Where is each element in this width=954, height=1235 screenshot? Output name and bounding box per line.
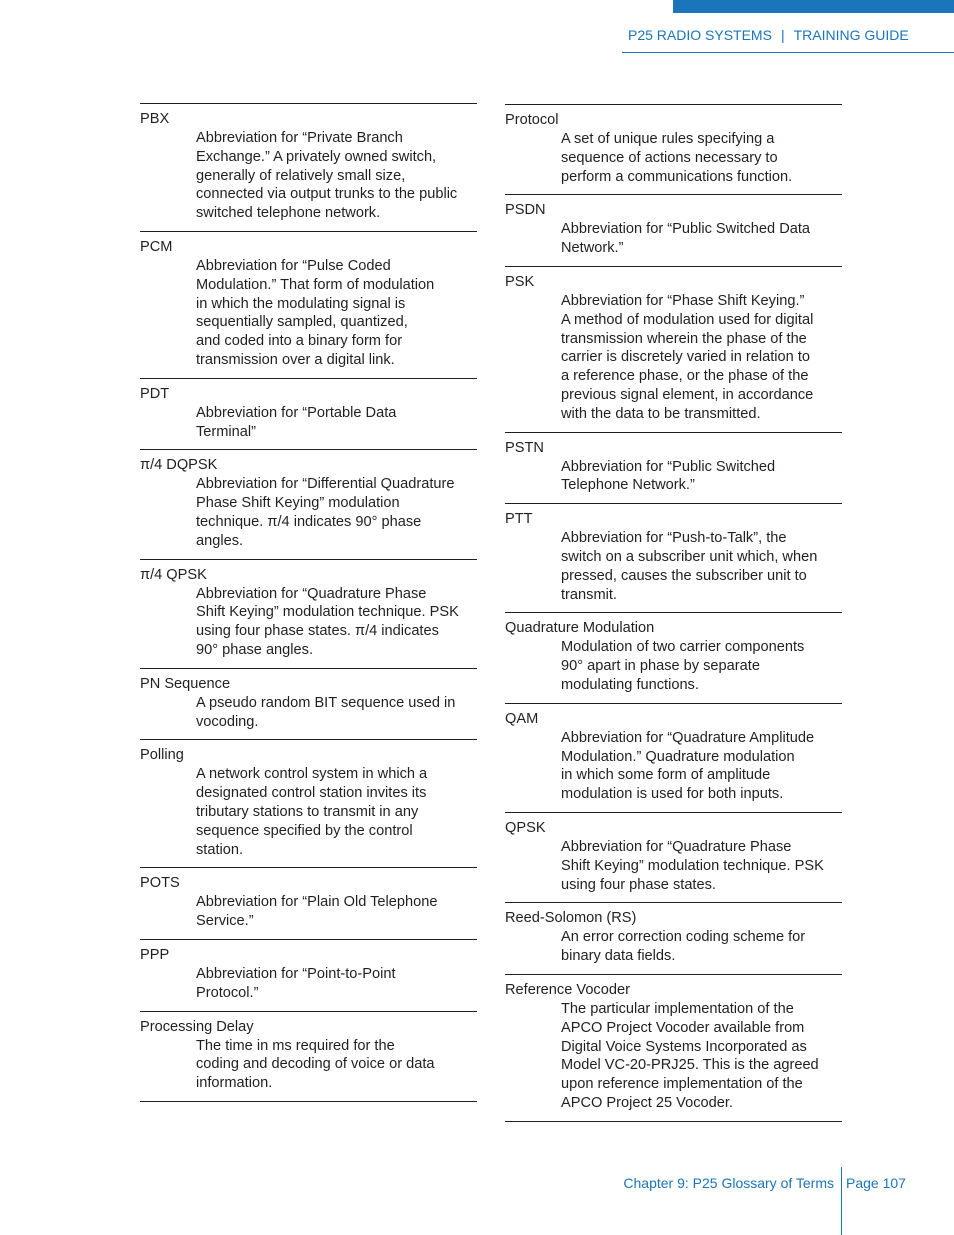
glossary-entry bbox=[505, 902, 842, 974]
glossary-term: POTS bbox=[140, 875, 180, 892]
glossary-definition: Abbreviation for “Plain Old Telephone Service.” bbox=[196, 894, 438, 930]
glossary-entry bbox=[140, 939, 477, 1011]
glossary-term: PBX bbox=[140, 111, 170, 127]
glossary-definition: Abbreviation for “Public Switched Telephone Network.” bbox=[561, 458, 776, 494]
glossary-term: PDT bbox=[140, 385, 170, 402]
glossary-entry bbox=[505, 194, 842, 266]
header-subtitle: TRAINING GUIDE bbox=[793, 27, 909, 43]
glossary-definition: Abbreviation for “Point-to-Point Protocol.” bbox=[196, 965, 396, 1001]
glossary-definition: Abbreviation for “Pulse Coded Modulation.” That form of modulation in which the modulating signal is sequentially sampled, quantized, and coded into a binary form for transmission over a digital link. bbox=[196, 257, 435, 368]
glossary-entry bbox=[505, 503, 842, 612]
glossary-term: Reed-Solomon (RS) bbox=[505, 910, 637, 927]
glossary-term: π/4 DQPSK bbox=[140, 457, 218, 474]
glossary-term: Polling bbox=[140, 747, 184, 764]
page-number: Page 107 bbox=[846, 1175, 906, 1191]
footer-divider bbox=[841, 1167, 842, 1235]
glossary-definition: Abbreviation for “Quadrature Phase Shift Keying” modulation technique. PSK using four phase states. bbox=[561, 838, 824, 893]
glossary-term: Reference Vocoder bbox=[505, 981, 630, 998]
glossary-definition: A pseudo random BIT sequence used in vocoding. bbox=[196, 694, 456, 730]
glossary-column-right bbox=[505, 104, 842, 1122]
glossary-definition: Abbreviation for “Private Branch Exchange.” A privately owned switch, generally of relatively small size, connected via output trunks to the public switched telephone network. bbox=[196, 130, 458, 222]
glossary-definition: Abbreviation for “Portable Data Terminal” bbox=[196, 404, 397, 440]
header-title: P25 RADIO SYSTEMS bbox=[628, 27, 772, 43]
glossary-entry bbox=[505, 104, 842, 194]
glossary-entry bbox=[140, 449, 477, 558]
glossary-term: PN Sequence bbox=[140, 675, 231, 692]
glossary-entry bbox=[140, 1011, 477, 1102]
glossary-definition: A network control system in which a designated control station invites its tributary stations to transmit in any sequence specified by the control station. bbox=[196, 766, 428, 858]
glossary-entry bbox=[140, 559, 477, 668]
glossary-term: Processing Delay bbox=[140, 1018, 254, 1035]
running-header bbox=[622, 27, 954, 53]
glossary-definition: The particular implementation of the APCO Project Vocoder available from Digital Voice Systems Incorporated as Model VC-20-PRJ25. This is the agreed upon reference implementation of the APCO Project 25 Vocoder. bbox=[561, 1000, 819, 1111]
glossary-definition: Abbreviation for “Quadrature Phase Shift Keying” modulation technique. PSK using four phase states. π/4 indicates 90° phase angles. bbox=[196, 585, 459, 658]
glossary-term: PSDN bbox=[505, 202, 546, 219]
glossary-entry bbox=[140, 231, 477, 378]
glossary-definition: Abbreviation for “Phase Shift Keying.” A method of modulation used for digital transmission wherein the phase of the carrier is discretely varied in relation to a reference phase, or the phase of the previous signal element, in accordance with the data to be transmitted. bbox=[561, 292, 814, 422]
glossary-term: QPSK bbox=[505, 819, 546, 836]
header-accent-bar bbox=[673, 0, 954, 13]
glossary-definition: Abbreviation for “Quadrature Amplitude Modulation.” Quadrature modulation in which some form of amplitude modulation is used for both inputs. bbox=[561, 729, 815, 803]
glossary-entry bbox=[505, 703, 842, 812]
glossary-term: Quadrature Modulation bbox=[505, 620, 655, 637]
glossary-entry bbox=[505, 812, 842, 902]
glossary-definition: A set of unique rules specifying a sequence of actions necessary to perform a communications function. bbox=[561, 131, 793, 185]
glossary-entry bbox=[140, 867, 477, 939]
glossary-term: PPP bbox=[140, 946, 170, 963]
glossary-entry bbox=[140, 668, 477, 740]
glossary-entry bbox=[505, 266, 842, 432]
glossary-term: PCM bbox=[140, 238, 173, 255]
glossary-term: PSTN bbox=[505, 439, 544, 456]
header-separator: | bbox=[780, 27, 785, 43]
glossary-term: PTT bbox=[505, 511, 533, 528]
glossary-definition: Abbreviation for “Public Switched Data Network.” bbox=[561, 221, 811, 257]
glossary-term: π/4 QPSK bbox=[140, 566, 207, 583]
glossary-term: Protocol bbox=[505, 112, 559, 128]
glossary-entry bbox=[505, 612, 842, 702]
glossary-column-left bbox=[140, 103, 477, 1102]
glossary-entry bbox=[140, 378, 477, 450]
glossary-term: PSK bbox=[505, 273, 535, 290]
glossary-definition: An error correction coding scheme for binary data fields. bbox=[561, 929, 806, 965]
glossary-entry bbox=[505, 432, 842, 504]
glossary-definition: The time in ms required for the coding and decoding of voice or data information. bbox=[196, 1037, 435, 1092]
glossary-entry bbox=[505, 974, 842, 1122]
glossary-definition: Abbreviation for “Differential Quadrature Phase Shift Keying” modulation technique. π/4 indicates 90° phase angles. bbox=[196, 476, 455, 549]
glossary-definition: Abbreviation for “Push-to-Talk”, the switch on a subscriber unit which, when pressed, causes the subscriber unit to transmit. bbox=[561, 530, 818, 603]
glossary-term: QAM bbox=[505, 710, 539, 727]
glossary-entry bbox=[140, 739, 477, 867]
glossary-definition: Modulation of two carrier components 90° apart in phase by separate modulating functions. bbox=[561, 639, 805, 693]
footer-chapter: Chapter 9: P25 Glossary of Terms bbox=[623, 1175, 834, 1191]
glossary-entry bbox=[140, 103, 477, 231]
